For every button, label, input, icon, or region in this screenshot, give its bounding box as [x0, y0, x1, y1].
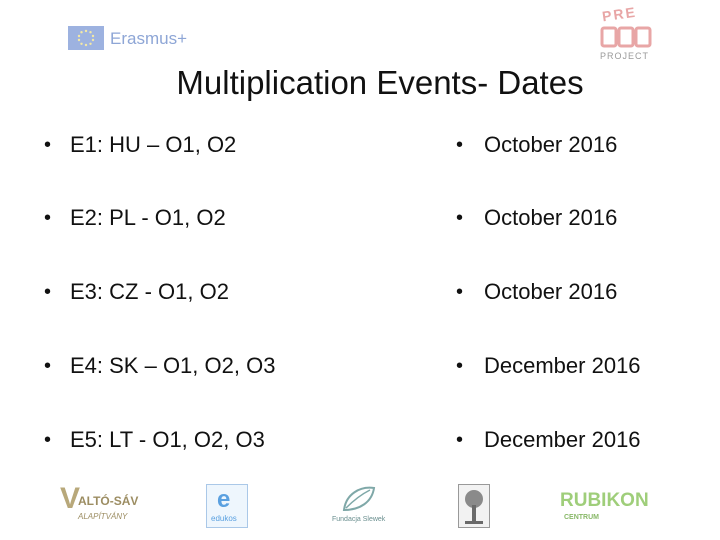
bullet: •	[44, 134, 52, 156]
pre-label: PRE	[601, 3, 638, 25]
slewek-logo	[330, 484, 394, 528]
edukos-name: edukos	[211, 514, 237, 523]
edukos-mark: e	[217, 486, 231, 513]
bullet: •	[456, 355, 464, 377]
tree-logo	[458, 484, 492, 528]
valto-sav-logo	[60, 484, 140, 528]
rubikon-logo	[560, 484, 664, 528]
erasmus-label: Erasmus+	[110, 29, 187, 48]
event-date: October 2016	[484, 279, 618, 304]
bullet: •	[456, 134, 464, 156]
event-row	[0, 127, 720, 163]
eu-flag-icon	[68, 26, 104, 50]
pre-project-logo	[594, 3, 658, 64]
event-date: December 2016	[484, 427, 641, 452]
slide-title: Multiplication Events- Dates	[176, 64, 584, 101]
bullet: •	[44, 355, 52, 377]
event-label: E1: HU – O1, O2	[70, 132, 237, 157]
erasmus-logo	[68, 26, 198, 54]
rubikon-sub: CENTRUM	[564, 514, 599, 521]
valto-name: ALTÓ-SÁV	[78, 494, 139, 508]
event-label: E5: LT - O1, O2, O3	[70, 427, 265, 452]
bullet: •	[456, 281, 464, 303]
bullet: •	[44, 207, 52, 229]
bullet: •	[44, 429, 52, 451]
event-row	[0, 200, 720, 236]
valto-mark: V	[60, 482, 81, 515]
bullet: •	[456, 207, 464, 229]
project-label: PROJECT	[600, 51, 650, 61]
event-label: E2: PL - O1, O2	[70, 205, 226, 230]
event-row	[0, 274, 720, 310]
bullet: •	[456, 429, 464, 451]
leaf-icon	[338, 484, 378, 514]
bullet: •	[44, 281, 52, 303]
edukos-logo	[206, 484, 248, 528]
valto-sub: ALAPÍTVÁNY	[78, 512, 128, 521]
event-label: E3: CZ - O1, O2	[70, 279, 229, 304]
rubikon-name: RUBIKON	[560, 490, 649, 511]
event-date: October 2016	[484, 132, 618, 157]
pre-mark-icon	[600, 24, 652, 50]
event-label: E4: SK – O1, O2, O3	[70, 353, 276, 378]
slewek-name: Fundacja Slewek	[332, 516, 386, 523]
tree-icon	[459, 485, 489, 527]
event-date: October 2016	[484, 205, 618, 230]
event-row	[0, 422, 720, 458]
event-date: December 2016	[484, 353, 641, 378]
event-row	[0, 348, 720, 384]
